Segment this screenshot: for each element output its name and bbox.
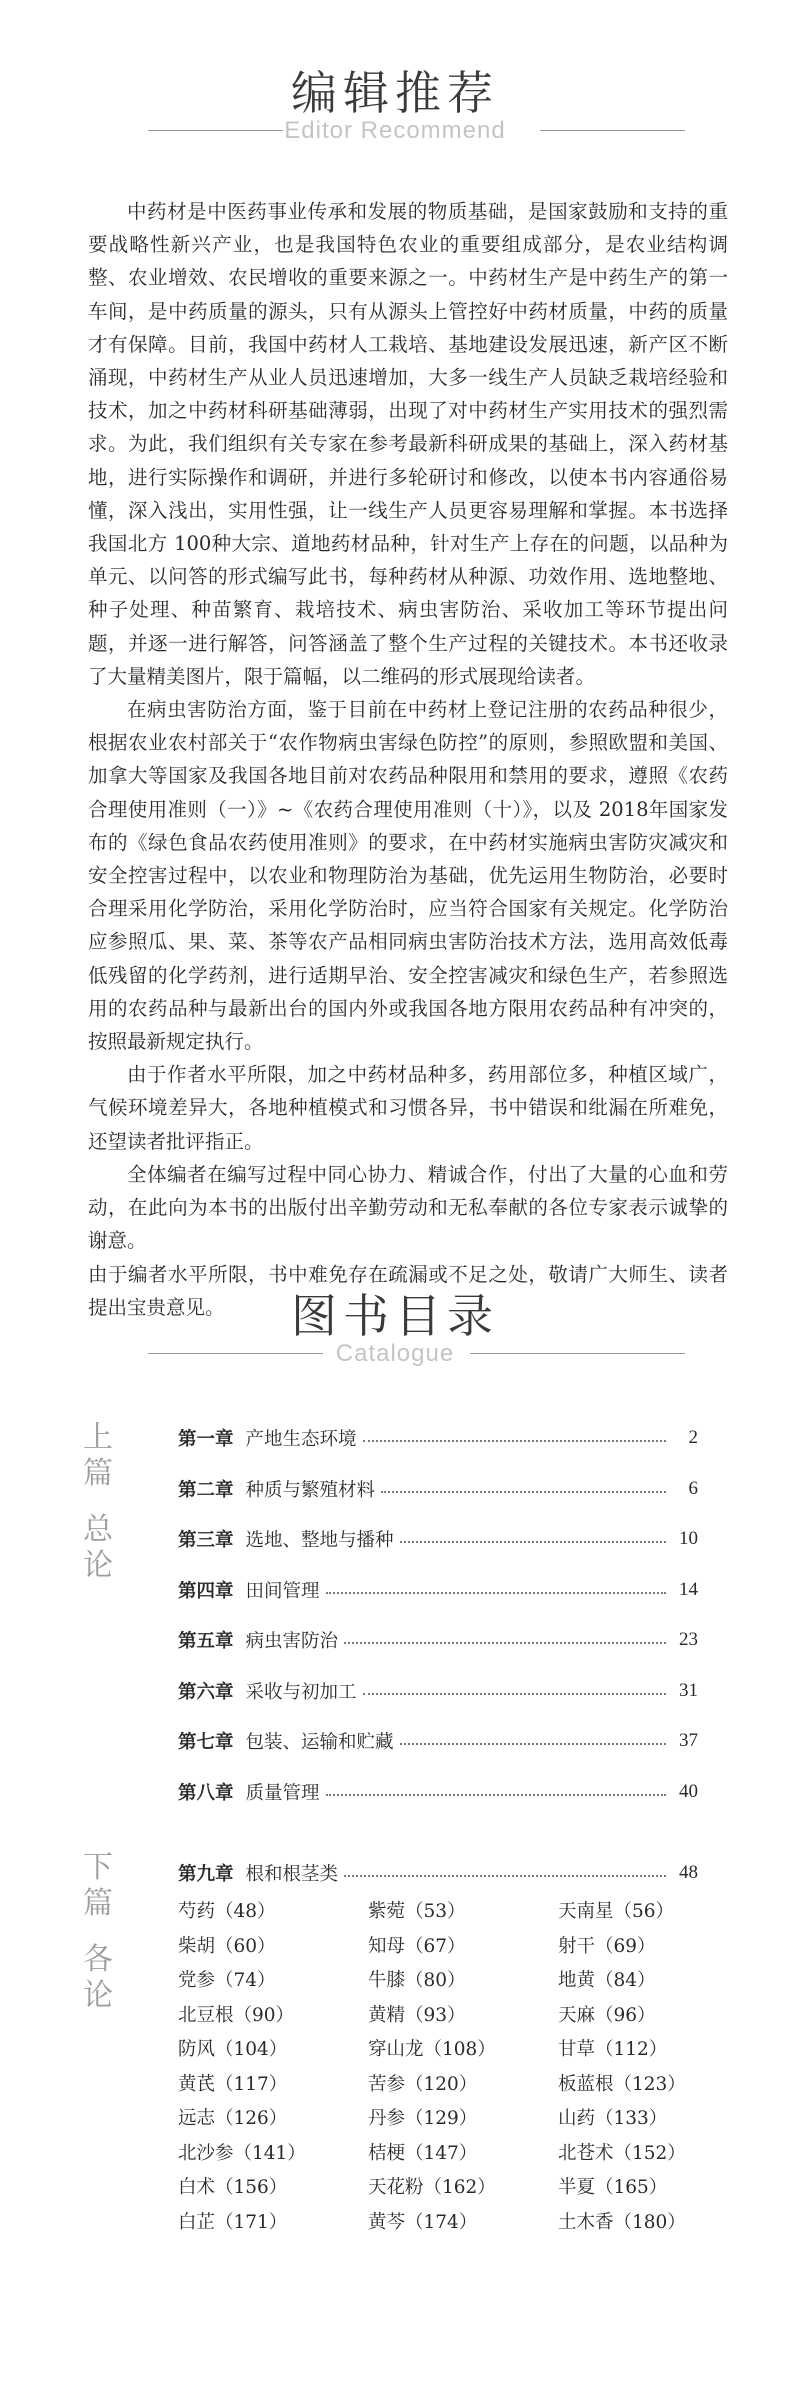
chapter-number: 第六章 xyxy=(178,1681,234,1703)
chapter-title: 包装、运输和贮藏 xyxy=(245,1732,394,1754)
herb-entry[interactable]: 射干（69） xyxy=(558,1935,656,1957)
herb-entry[interactable]: 黄芩（174） xyxy=(368,2211,478,2233)
herb-entry[interactable]: 柴胡（60） xyxy=(178,1935,276,1957)
toc-entry[interactable] xyxy=(178,1514,698,1565)
leader-dots xyxy=(326,1794,666,1796)
editor-paragraph: 由于作者水平所限，加之中药材品种多，药用部位多，种植区域广，气候环境差异大，各地种植模式和习惯各异，书中错误和纰漏在所难免，还望读者批评指正。 xyxy=(88,1063,728,1153)
herb-entry[interactable]: 牛膝（80） xyxy=(368,1970,466,1991)
herb-entry[interactable]: 土木香（180） xyxy=(558,2211,686,2233)
herb-entry[interactable]: 芍药（48） xyxy=(178,1901,276,1922)
chapter-number: 第八章 xyxy=(178,1782,234,1804)
catalogue-title-en: Catalogue xyxy=(335,1340,455,1367)
herb-entry[interactable]: 丹参（129） xyxy=(368,2108,478,2129)
part-label-char: 论 xyxy=(83,1978,113,2013)
chapter-number: 第一章 xyxy=(178,1429,234,1451)
page-number: 6 xyxy=(688,1477,698,1499)
chapter-number: 第二章 xyxy=(178,1479,234,1501)
part1-label xyxy=(78,1420,118,1584)
herb-entry[interactable]: 天花粉（162） xyxy=(368,2177,496,2198)
herb-entry[interactable]: 白芷（171） xyxy=(178,2211,288,2233)
herb-entry[interactable]: 北苍术（152） xyxy=(558,2142,686,2164)
chapter-number: 第九章 xyxy=(178,1864,234,1886)
herb-entry[interactable]: 黄芪（117） xyxy=(178,2073,288,2095)
chapter-number: 第七章 xyxy=(178,1732,234,1754)
chapter-title: 质量管理 xyxy=(245,1782,320,1804)
editor-paragraph: 中药材是中医药事业传承和发展的物质基础，是国家鼓励和支持的重要战略性新兴产业，也是我国特色农业的重要组成部分，是农业结构调整、农业增效、农民增收的重要来源之一。中药材生产是中药生产的第一车间，是中药质量的源头，只有从源头上管控好中药材质量，中药的质量才有保障。目前，我国中药材人工栽培、基地建设发展迅速，新产区不断涌现，中药材生产从业人员迅速增加，大多一线生产人员缺乏栽培经验和技术，加之中药材科研基础薄弱，出现了对中药材生产实用技术的强烈需求。为此，我们组织有关专家在参考最新科研成果的基础上，深入药材基地，进行实际操作和调研，并进行多轮研讨和修改，以使本书内容通俗易懂，深入浅出，实用性强，让一线生产人员更容易理解和掌握。本书选择我国北方 100种大宗、道地药材品种，针对生产上存在的问题，以品种为单元、以问答的形式编写此书，每种药材从种源、功效作用、选地整地、种子处理、种苗繁育、栽培技术、病虫害防治、采收加工等环节提出问题，并逐一进行解答，问答涵盖了整个生产过程的关键技术。本书还收录了大量精美图片，限于篇幅，以二维码的形式展现给读者。 xyxy=(88,200,728,688)
editor-title-zh: 编辑推荐 xyxy=(291,66,499,120)
part-label-char: 论 xyxy=(83,1548,113,1583)
leader-dots xyxy=(344,1875,666,1877)
page-number: 40 xyxy=(679,1780,698,1802)
chapter-title: 产地生态环境 xyxy=(245,1429,357,1451)
chapter-title: 选地、整地与播种 xyxy=(245,1530,394,1552)
chapter-title: 根和根茎类 xyxy=(245,1864,339,1886)
leader-dots xyxy=(363,1693,666,1695)
toc-entry[interactable] xyxy=(178,1464,698,1515)
chapter-number: 第三章 xyxy=(178,1530,234,1552)
heading-divider-right xyxy=(470,1353,685,1354)
part-label-char: 上 xyxy=(83,1420,113,1455)
editor-title-en: Editor Recommend xyxy=(284,117,506,144)
herb-entry[interactable]: 山药（133） xyxy=(558,2108,668,2129)
editor-paragraph: 在病虫害防治方面，鉴于目前在中药材上登记注册的农药品种很少，根据农业农村部关于“农作物病虫害绿色防控”的原则，参照欧盟和美国、加拿大等国家及我国各地目前对农药品种限用和禁用的要求，遵照《农药合理使用准则（一）》~《农药合理使用准则（十）》，以及 2018年国家发布的《绿色食品农药使用准则》的要求，在中药材实施病虫害防灾减灾和安全控害过程中，以农业和物理防治为基础，优先运用生物防治，必要时合理采用化学防治，采用化学防治时，应当符合国家有关规定。化学防治应参照瓜、果、菜、茶等农产品相同病虫害防治技术方法，选用高效低毒低残留的化学药剂，进行适期早治、安全控害减灾和绿色生产，若参照选用的农药品种与最新出台的国内外或我国各地方限用农药品种有冲突的，按照最新规定执行。 xyxy=(88,698,728,1054)
herb-entry[interactable]: 黄精（93） xyxy=(368,2004,466,2026)
leader-dots xyxy=(400,1541,666,1543)
page-number: 2 xyxy=(688,1427,698,1449)
part-label-char: 各 xyxy=(83,1942,113,1977)
part-label-char: 下 xyxy=(83,1850,113,1885)
herb-entry[interactable]: 白术（156） xyxy=(178,2177,288,2198)
chapter-title: 田间管理 xyxy=(245,1580,320,1602)
herb-entry[interactable]: 知母（67） xyxy=(368,1935,466,1957)
herb-entry[interactable]: 甘草（112） xyxy=(558,2039,668,2060)
heading-divider-right xyxy=(540,130,685,131)
part-label-char: 总 xyxy=(83,1512,113,1547)
herb-entry[interactable]: 北沙参（141） xyxy=(178,2142,306,2164)
herb-list xyxy=(178,1895,738,2240)
catalogue-title-zh: 图书目录 xyxy=(291,1289,499,1343)
toc-entry[interactable] xyxy=(178,1565,698,1616)
editor-paragraph: 全体编者在编写过程中同心协力、精诚合作，付出了大量的心血和劳动，在此向为本书的出版付出辛勤劳动和无私奉献的各位专家表示诚挚的谢意。 xyxy=(88,1162,728,1253)
page-number: 37 xyxy=(679,1730,698,1752)
part2-label xyxy=(78,1850,118,2014)
chapter-number: 第五章 xyxy=(178,1631,234,1653)
herb-entry[interactable]: 地黄（84） xyxy=(558,1970,656,1991)
toc-entry[interactable] xyxy=(178,1666,698,1717)
leader-dots xyxy=(381,1491,666,1493)
page-number: 14 xyxy=(679,1578,698,1600)
part-label-char: 篇 xyxy=(83,1456,113,1491)
leader-dots xyxy=(344,1642,666,1644)
page-number: 23 xyxy=(679,1629,698,1651)
herb-entry[interactable]: 党参（74） xyxy=(178,1970,276,1991)
herb-entry[interactable]: 穿山龙（108） xyxy=(368,2039,496,2060)
herb-entry[interactable]: 防风（104） xyxy=(178,2039,288,2060)
toc-entry[interactable] xyxy=(178,1716,698,1767)
herb-entry[interactable]: 紫菀（53） xyxy=(368,1901,466,1922)
part1-toc xyxy=(178,1413,698,1817)
leader-dots xyxy=(363,1440,666,1442)
toc-entry[interactable] xyxy=(178,1848,698,1899)
herb-entry[interactable]: 天麻（96） xyxy=(558,2004,656,2026)
herb-entry[interactable]: 桔梗（147） xyxy=(368,2142,478,2164)
toc-entry[interactable] xyxy=(178,1615,698,1666)
page-number: 31 xyxy=(679,1679,698,1701)
herb-entry[interactable]: 天南星（56） xyxy=(558,1901,675,1922)
part2-toc xyxy=(178,1848,698,1899)
page-number: 48 xyxy=(679,1862,698,1884)
editor-paragraph: 由于编者水平所限，书中难免存在疏漏或不足之处，敬请广大师生、读者提出宝贵意见。 xyxy=(88,1262,728,1319)
herb-entry[interactable]: 板蓝根（123） xyxy=(558,2073,686,2095)
editor-recommend-heading xyxy=(0,66,790,146)
part-label-char: 篇 xyxy=(83,1886,113,1921)
chapter-title: 病虫害防治 xyxy=(245,1631,339,1653)
herb-entry[interactable]: 远志（126） xyxy=(178,2108,288,2129)
herb-entry[interactable]: 苦参（120） xyxy=(368,2073,478,2095)
chapter-number: 第四章 xyxy=(178,1580,234,1602)
chapter-title: 采收与初加工 xyxy=(245,1681,357,1703)
editor-recommend-text xyxy=(88,195,728,1324)
chapter-title: 种质与繁殖材料 xyxy=(245,1479,376,1501)
toc-entry[interactable] xyxy=(178,1767,698,1818)
leader-dots xyxy=(400,1743,666,1745)
herb-entry[interactable]: 半夏（165） xyxy=(558,2177,668,2198)
herb-entry[interactable]: 北豆根（90） xyxy=(178,2004,295,2026)
page-number: 10 xyxy=(679,1528,698,1550)
leader-dots xyxy=(326,1592,666,1594)
toc-entry[interactable] xyxy=(178,1413,698,1464)
